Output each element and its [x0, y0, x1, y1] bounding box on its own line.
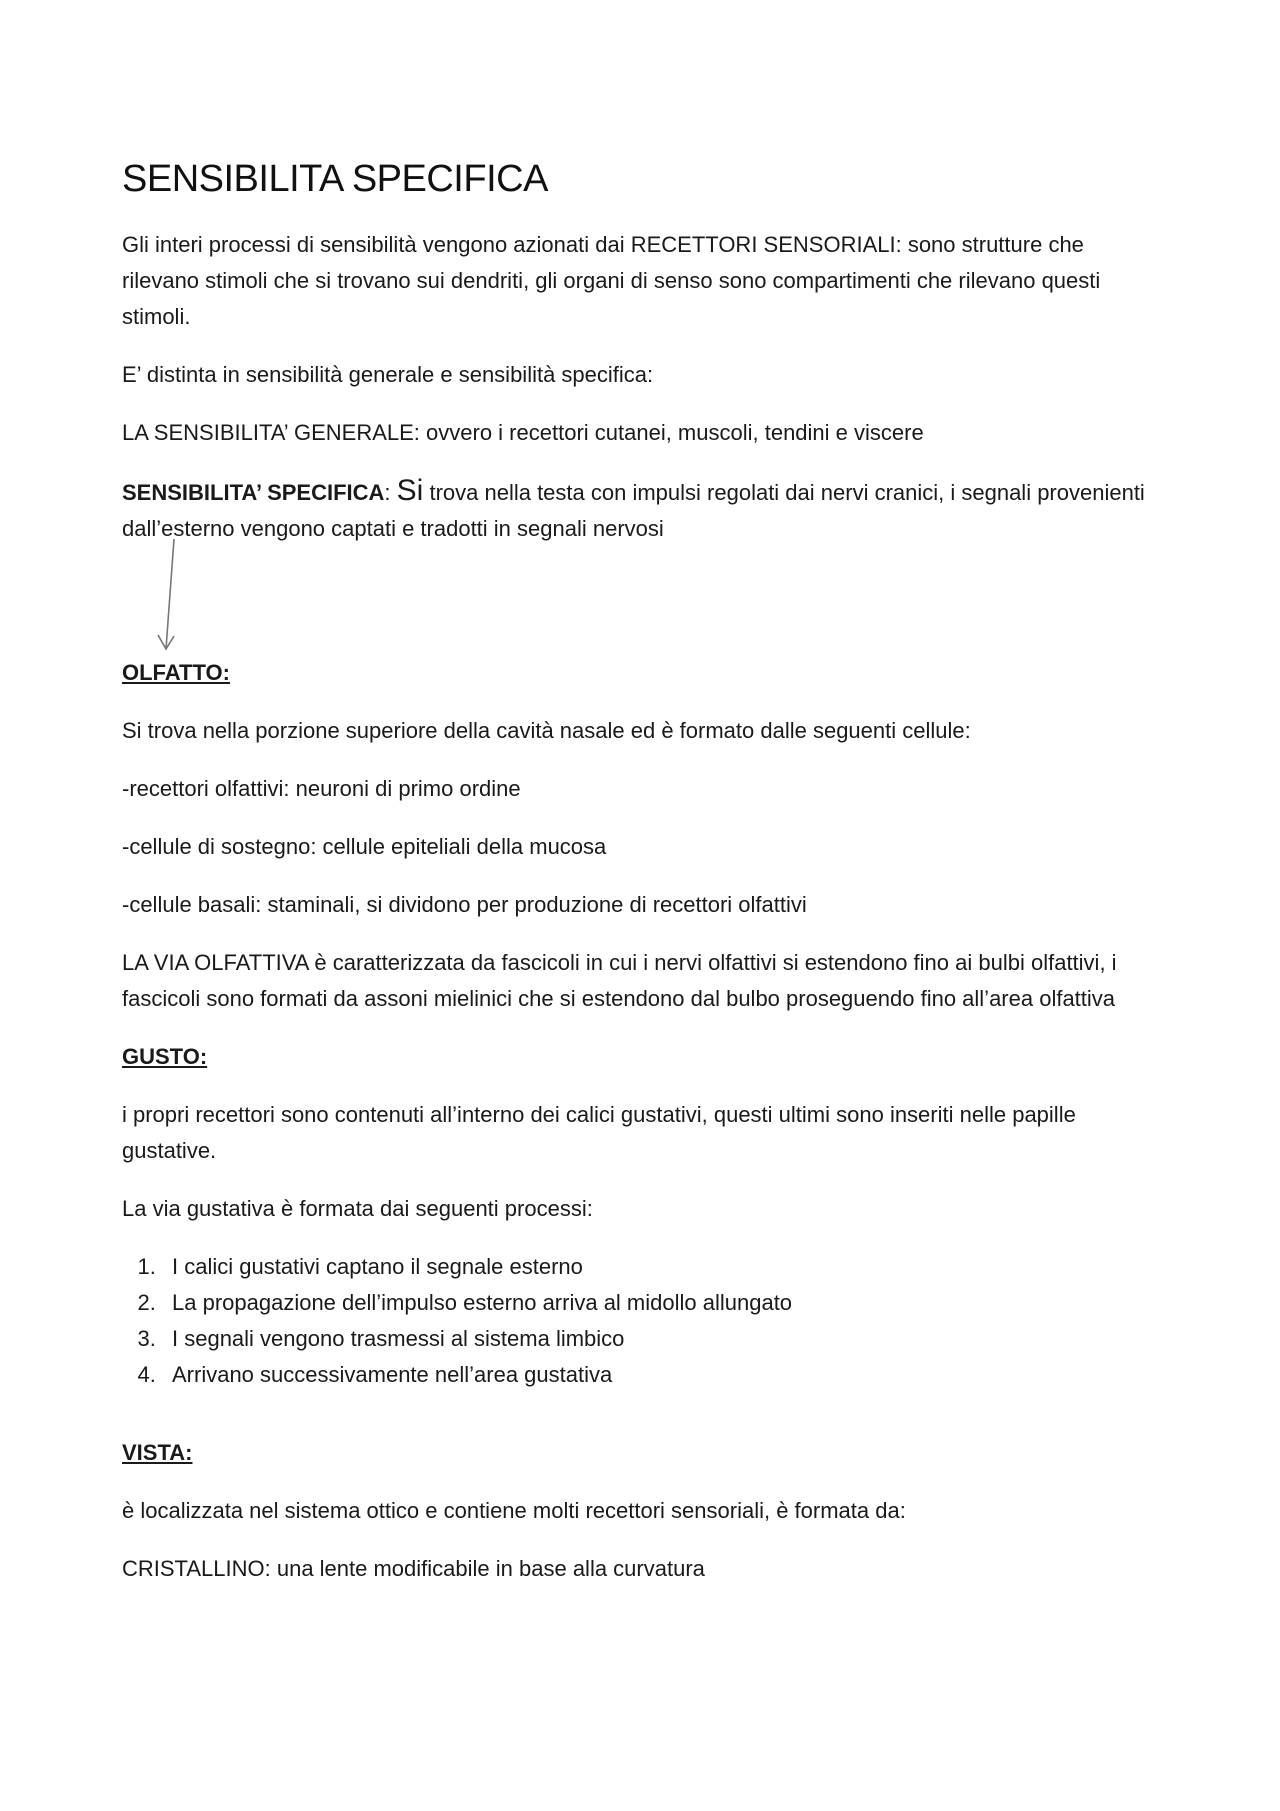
- list-item: 1. I calici gustativi captano il segnale esterno: [162, 1249, 1162, 1285]
- specifica-colon: :: [384, 480, 397, 505]
- olfatto-item: -cellule basali: staminali, si dividono per produzione di recettori olfattivi: [122, 892, 807, 917]
- gusto-steps-list: [122, 1249, 1162, 1393]
- specifica-label: SENSIBILITA’ SPECIFICA: [122, 480, 385, 505]
- olfatto-item: -cellule di sostegno: cellule epiteliali della mucosa: [122, 834, 607, 859]
- specifica-si: Si: [396, 474, 424, 507]
- specifica-text: trova nella testa con impulsi regolati dai nervi cranici, i segnali provenienti dall’esterno vengono captati e tradotti in segnali nervosi: [122, 480, 1145, 541]
- vista-description: è localizzata nel sistema ottico e contiene molti recettori sensoriali, è formata da:: [122, 1498, 906, 1523]
- gusto-description: i propri recettori sono contenuti all’interno dei calici gustativi, questi ultimi sono inseriti nelle papille gustative.: [122, 1102, 1076, 1163]
- list-item: 4. Arrivano successivamente nell’area gustativa: [162, 1357, 1162, 1393]
- olfatto-description: Si trova nella porzione superiore della cavità nasale ed è formato dalle seguenti cellule:: [122, 718, 971, 743]
- olfatto-item: -recettori olfattivi: neuroni di primo ordine: [122, 776, 521, 801]
- document-content: [122, 150, 1162, 1609]
- arrow-annotation: [122, 537, 1162, 655]
- cristallino-paragraph: CRISTALLINO: una lente modificabile in base alla curvatura: [122, 1556, 705, 1581]
- vista-heading: VISTA:: [122, 1440, 193, 1465]
- generale-paragraph: LA SENSIBILITA’ GENERALE: ovvero i recettori cutanei, muscoli, tendini e viscere: [122, 420, 924, 445]
- list-item: 2. La propagazione dell’impulso esterno arriva al midollo allungato: [162, 1285, 1162, 1321]
- distinction-paragraph: E’ distinta in sensibilità generale e sensibilità specifica:: [122, 362, 654, 387]
- via-gustativa-intro: La via gustativa è formata dai seguenti processi:: [122, 1196, 593, 1221]
- list-item: 3. I segnali vengono trasmessi al sistema limbico: [162, 1321, 1162, 1357]
- page-title: SENSIBILITA SPECIFICA: [122, 158, 548, 200]
- via-olfattiva-paragraph: LA VIA OLFATTIVA è caratterizzata da fascicoli in cui i nervi olfattivi si estendono fino ai bulbi olfattivi, i fascicoli sono formati da assoni mielinici che si estendono dal bulbo proseguendo fino all’area olfattiva: [122, 950, 1117, 1011]
- specifica-paragraph: [122, 473, 1162, 547]
- down-arrow-icon: [152, 537, 212, 657]
- gusto-heading: GUSTO:: [122, 1044, 208, 1069]
- intro-paragraph: Gli interi processi di sensibilità vengono azionati dai RECETTORI SENSORIALI: sono strutture che rilevano stimoli che si trovano sui dendriti, gli organi di senso sono compartimenti che rilevano questi stimoli.: [122, 232, 1101, 329]
- olfatto-heading: OLFATTO:: [122, 660, 230, 685]
